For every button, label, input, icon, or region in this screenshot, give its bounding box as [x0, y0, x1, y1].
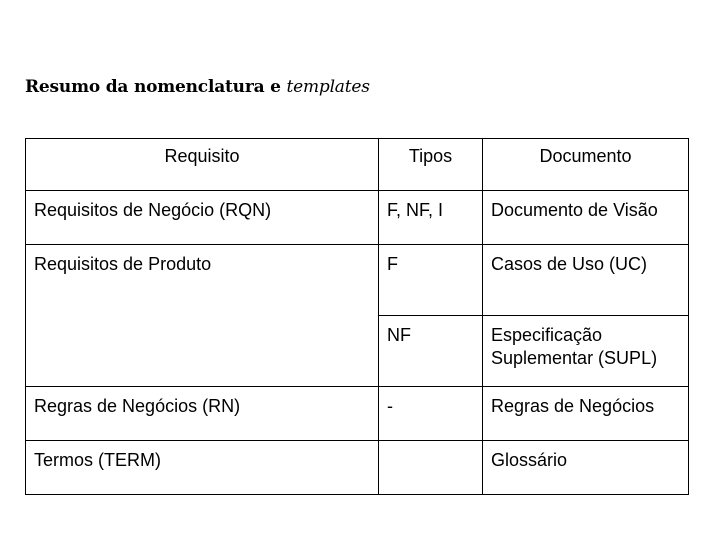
cell-tipos: -	[379, 387, 483, 441]
table-row	[26, 387, 689, 441]
cell-documento: Casos de Uso (UC)	[483, 245, 689, 316]
table-row	[26, 191, 689, 245]
header-requisito: Requisito	[26, 139, 379, 191]
cell-documento: Especificação Suplementar (SUPL)	[483, 316, 689, 387]
cell-requisito: Requisitos de Negócio (RQN)	[26, 191, 379, 245]
cell-tipos: F	[379, 245, 483, 316]
cell-requisito: Termos (TERM)	[26, 441, 379, 495]
cell-documento: Glossário	[483, 441, 689, 495]
cell-documento: Documento de Visão	[483, 191, 689, 245]
title-main: Resumo da nomenclatura e	[25, 77, 287, 97]
header-tipos: Tipos	[379, 139, 483, 191]
table-row	[26, 316, 689, 387]
nomenclature-table	[25, 138, 689, 495]
header-documento: Documento	[483, 139, 689, 191]
page-title	[25, 77, 370, 97]
cell-tipos: F, NF, I	[379, 191, 483, 245]
cell-documento: Regras de Negócios	[483, 387, 689, 441]
cell-tipos	[379, 441, 483, 495]
cell-requisito: Regras de Negócios (RN)	[26, 387, 379, 441]
cell-tipos: NF	[379, 316, 483, 387]
cell-requisito: Requisitos de Produto	[26, 245, 379, 316]
cell-requisito	[26, 316, 379, 387]
table-row	[26, 245, 689, 316]
table-header-row	[26, 139, 689, 191]
table-row	[26, 441, 689, 495]
title-italic: templates	[286, 77, 370, 97]
